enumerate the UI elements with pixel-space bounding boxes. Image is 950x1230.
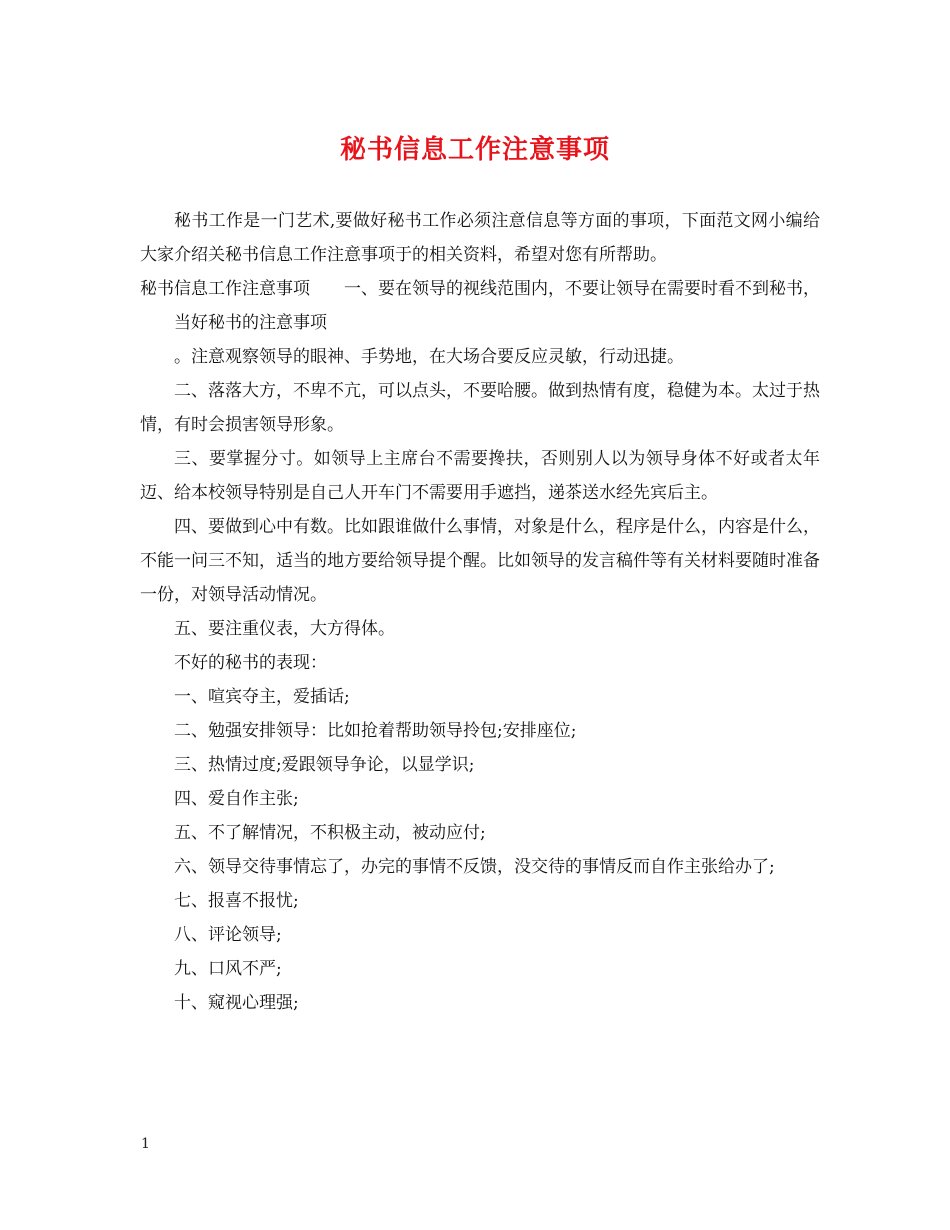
point-three: 三、要掌握分寸。如领导上主席台不需要搀扶，否则别人以为领导身体不好或者太年迈、给本校领导特别是自己人开车门不需要用手遮挡，递茶送水经先宾后主。 — [140, 449, 820, 503]
sub-heading: 当好秘书的注意事项 — [174, 313, 327, 333]
list-item: 二、勉强安排领导：比如抢着帮助领导拎包;安排座位; — [174, 721, 577, 741]
list-item: 六、领导交待事情忘了，办完的事情不反馈，没交待的事情反而自作主张给办了; — [174, 857, 775, 877]
list-item: 七、报喜不报忧; — [174, 891, 299, 911]
point-five: 五、要注重仪表，大方得体。 — [174, 619, 395, 639]
note-paragraph: 。注意观察领导的眼神、手势地，在大场合要反应灵敏，行动迅捷。 — [174, 347, 684, 367]
point-two: 二、落落大方，不卑不亢，可以点头，不要哈腰。做到热情有度，稳健为本。太过于热情，有时会损害领导形象。 — [140, 381, 820, 435]
list-item: 四、爱自作主张; — [174, 789, 299, 809]
document-body — [140, 204, 820, 1020]
list-item: 十、窥视心理强; — [174, 993, 299, 1013]
heading-with-point-one — [140, 272, 820, 306]
list-item: 五、不了解情况，不积极主动，被动应付; — [174, 823, 486, 843]
point-four: 四、要做到心中有数。比如跟谁做什么事情，对象是什么，程序是什么，内容是什么，不能一问三不知，适当的地方要给领导提个醒。比如领导的发言稿件等有关材料要随时准备一份，对领导活动情况。 — [140, 517, 820, 605]
point-one: 一、要在领导的视线范围内，不要让领导在需要时看不到秘书， — [344, 279, 820, 299]
list-item: 九、口风不严; — [174, 959, 282, 979]
intro-paragraph: 秘书工作是一门艺术,要做好秘书工作必须注意信息等方面的事项，下面范文网小编给大家介绍关秘书信息工作注意事项于的相关资料，希望对您有所帮助。 — [140, 211, 820, 265]
bad-secretary-heading: 不好的秘书的表现： — [174, 653, 327, 673]
document-title: 秘书信息工作注意事项 — [339, 135, 610, 165]
list-item: 一、喧宾夺主，爱插话; — [174, 687, 350, 707]
list-item: 三、热情过度;爱跟领导争论，以显学识; — [174, 755, 475, 775]
page-number: 1 — [141, 1136, 150, 1152]
inline-heading: 秘书信息工作注意事项 — [140, 279, 310, 299]
list-item: 八、评论领导; — [174, 925, 282, 945]
